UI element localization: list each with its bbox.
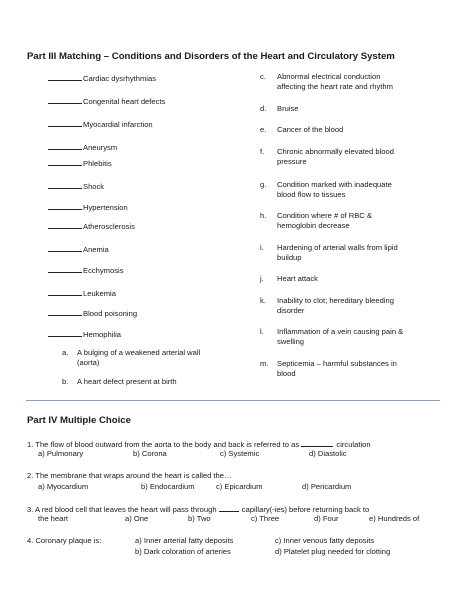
option[interactable]: d) Platelet plug needed for clotting: [275, 547, 391, 556]
question-2-stem: 2. The membrane that wraps around the heart is called the…: [27, 471, 232, 480]
term-item: Blood poisoning: [48, 307, 137, 319]
answer-blank[interactable]: [48, 243, 82, 252]
option[interactable]: e) Hundreds of: [369, 514, 420, 523]
definition-text: Inflammation of a vein causing pain &: [277, 327, 404, 336]
definition-letter: d.: [260, 104, 267, 113]
option[interactable]: b) Endocardium: [141, 482, 195, 491]
definition-text: Septicemia – harmful substances in: [277, 359, 397, 368]
term-item: Leukemia: [48, 287, 116, 299]
part4-title: Part IV Multiple Choice: [27, 415, 131, 426]
term-item: Aneurysm: [48, 141, 117, 153]
definition-letter: j.: [260, 274, 264, 283]
definition-letter: i.: [260, 243, 264, 252]
term-item: Atherosclerosis: [48, 220, 135, 232]
question-3-stem-cont: the heart: [38, 514, 68, 523]
definition-letter: a.: [62, 348, 69, 357]
definition-text: swelling: [277, 337, 305, 346]
definition-letter: k.: [260, 296, 266, 305]
option[interactable]: b) Two: [188, 514, 211, 523]
definition-text: Chronic abnormally elevated blood: [277, 147, 394, 156]
option[interactable]: c) Three: [251, 514, 280, 523]
definition-text: Condition marked with inadequate: [277, 180, 392, 189]
answer-blank[interactable]: [48, 307, 82, 316]
definition-letter: b.: [62, 377, 69, 386]
question-4-stem: 4. Coronary plaque is:: [27, 536, 102, 545]
answer-blank[interactable]: [48, 180, 82, 189]
term-item: Myocardial infarction: [48, 118, 153, 130]
answer-blank[interactable]: [48, 118, 82, 127]
definition-letter: h.: [260, 211, 267, 220]
term-item: Shock: [48, 180, 104, 192]
option[interactable]: d) Four: [314, 514, 339, 523]
definition-letter: e.: [260, 125, 267, 134]
option[interactable]: a) Pulmonary: [38, 449, 84, 458]
section-divider: [26, 400, 440, 401]
option[interactable]: a) Myocardium: [38, 482, 89, 491]
option[interactable]: c) Epicardium: [216, 482, 263, 491]
definition-text: (aorta): [77, 358, 100, 367]
definition-letter: c.: [260, 72, 266, 81]
answer-blank[interactable]: [301, 438, 333, 447]
option[interactable]: b) Corona: [133, 449, 167, 458]
definition-letter: f.: [260, 147, 265, 156]
question-1-stem: 1. The flow of blood outward from the aorta to the body and back is referred to as circulation: [27, 440, 371, 449]
definition-text: Inability to clot; hereditary bleeding: [277, 296, 394, 305]
term-item: Anemia: [48, 243, 109, 255]
option[interactable]: d) Pericardium: [302, 482, 352, 491]
definition-letter: g.: [260, 180, 267, 189]
definition-text: Cancer of the blood: [277, 125, 344, 134]
definition-text: hemoglobin decrease: [277, 221, 350, 230]
definition-text: Condition where # of RBC &: [277, 211, 372, 220]
definition-text: buildup: [277, 253, 302, 262]
part3-title: Part III Matching – Conditions and Disorders of the Heart and Circulatory System: [27, 51, 395, 62]
definition-letter: l.: [260, 327, 264, 336]
definition-text: Heart attack: [277, 274, 318, 283]
term-item: Phlebitis: [48, 157, 112, 169]
term-item: Cardiac dysrhythmias: [48, 72, 156, 84]
term-item: Hypertension: [48, 201, 128, 213]
answer-blank[interactable]: [219, 503, 239, 512]
question-3-stem: 3. A red blood cell that leaves the heart will pass through capillary(-ies) before returning back to: [27, 505, 370, 514]
answer-blank[interactable]: [48, 287, 82, 296]
definition-text: Abnormal electrical conduction: [277, 72, 381, 81]
answer-blank[interactable]: [48, 201, 82, 210]
definition-text: blood: [277, 369, 296, 378]
option[interactable]: c) Inner venous fatty deposits: [275, 536, 375, 545]
definition-text: affecting the heart rate and rhythm: [277, 82, 393, 91]
definition-text: blood flow to tissues: [277, 190, 346, 199]
definition-text: disorder: [277, 306, 305, 315]
answer-blank[interactable]: [48, 72, 82, 81]
answer-blank[interactable]: [48, 141, 82, 150]
answer-blank[interactable]: [48, 220, 82, 229]
definition-text: Bruise: [277, 104, 299, 113]
option[interactable]: b) Dark coloration of arteries: [135, 547, 231, 556]
option[interactable]: a) One: [125, 514, 149, 523]
answer-blank[interactable]: [48, 95, 82, 104]
definition-text: Hardening of arterial walls from lipid: [277, 243, 398, 252]
answer-blank[interactable]: [48, 328, 82, 337]
term-item: Hemophilia: [48, 328, 121, 340]
option[interactable]: d) Diastolic: [309, 449, 347, 458]
definition-text: pressure: [277, 157, 307, 166]
option[interactable]: c) Systemic: [220, 449, 260, 458]
term-item: Ecchymosis: [48, 264, 124, 276]
option[interactable]: a) Inner arterial fatty deposits: [135, 536, 234, 545]
answer-blank[interactable]: [48, 264, 82, 273]
answer-blank[interactable]: [48, 157, 82, 166]
definition-letter: m.: [260, 359, 269, 368]
term-item: Congenital heart defects: [48, 95, 165, 107]
definition-text: A bulging of a weakened arterial wall: [77, 348, 201, 357]
definition-text: A heart defect present at birth: [77, 377, 177, 386]
